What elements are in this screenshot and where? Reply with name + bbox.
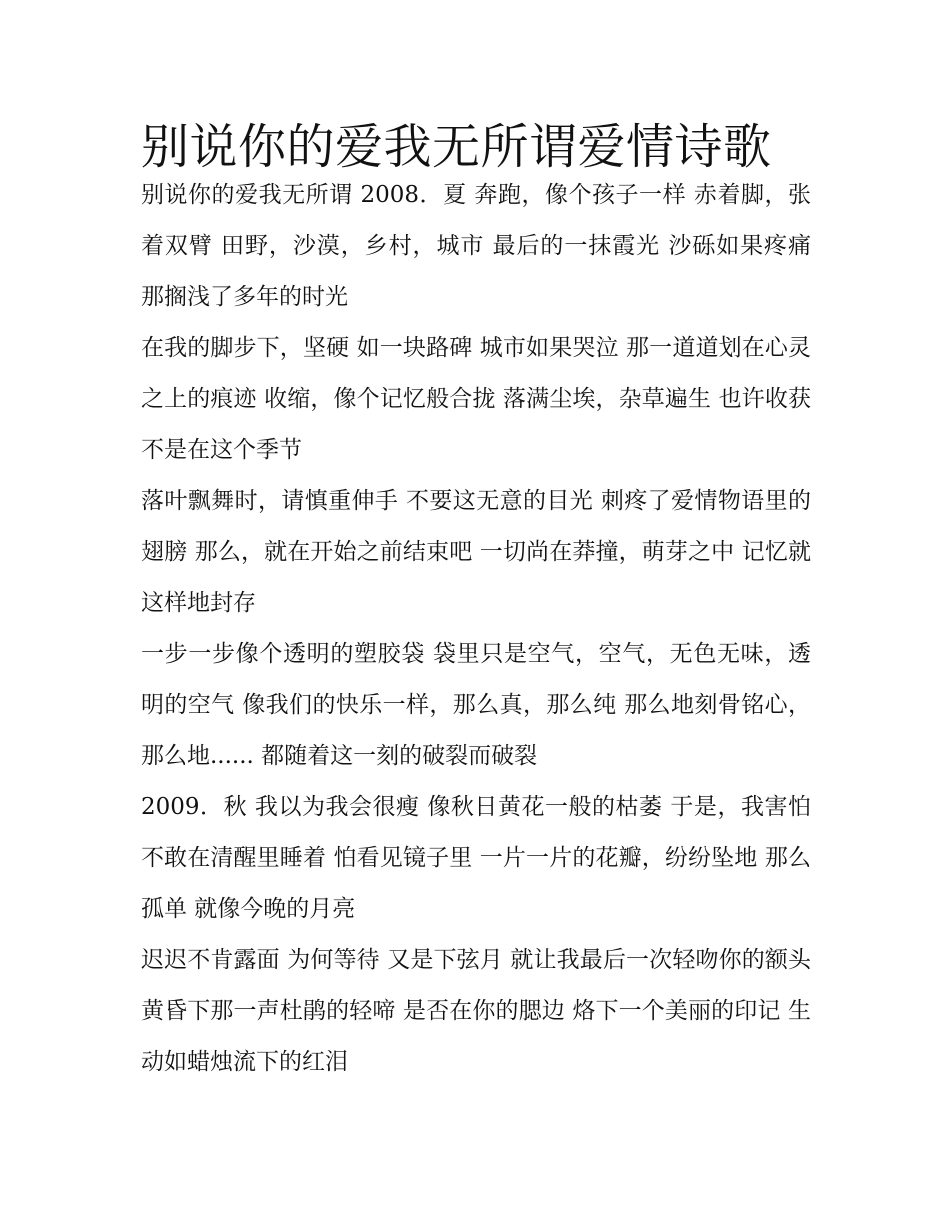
paragraph-3: 落叶飘舞时，请慎重伸手 不要这无意的目光 刺疼了爱情物语里的翅膀 那么，就在开始之前结束吧 一切尚在莽撞，萌芽之中 记忆就这样地封存 [141, 488, 811, 616]
paragraph-6: 迟迟不肯露面 为何等待 又是下弦月 就让我最后一次轻吻你的额头 黄昏下那一声杜鹃的轻啼 是否在你的腮边 烙下一个美丽的印记 生动如蜡烛流下的红泪 [141, 947, 811, 1075]
paragraph-4: 一步一步像个透明的塑胶袋 袋里只是空气，空气，无色无味，透明的空气 像我们的快乐一样，那么真，那么纯 那么地刻骨铭心，那么地...... 都随着这一刻的破裂而破裂 [141, 641, 811, 769]
paragraph-1: 别说你的爱我无所谓 2008．夏 奔跑，像个孩子一样 赤着脚，张着双臂 田野，沙漠，乡村，城市 最后的一抹霞光 沙砾如果疼痛 那搁浅了多年的时光 [141, 182, 811, 310]
paragraph-5: 2009．秋 我以为我会很瘦 像秋日黄花一般的枯萎 于是，我害怕 不敢在清醒里睡着 怕看见镜子里 一片一片的花瓣，纷纷坠地 那么孤单 就像今晚的月亮 [141, 794, 811, 922]
page-title: 别说你的爱我无所谓爱情诗歌 [141, 119, 772, 175]
paragraph-2: 在我的脚步下，坚硬 如一块路碑 城市如果哭泣 那一道道划在心灵之上的痕迹 收缩，像个记忆般合拢 落满尘埃，杂草遍生 也许收获不是在这个季节 [141, 335, 811, 463]
poem-body [141, 170, 811, 1088]
